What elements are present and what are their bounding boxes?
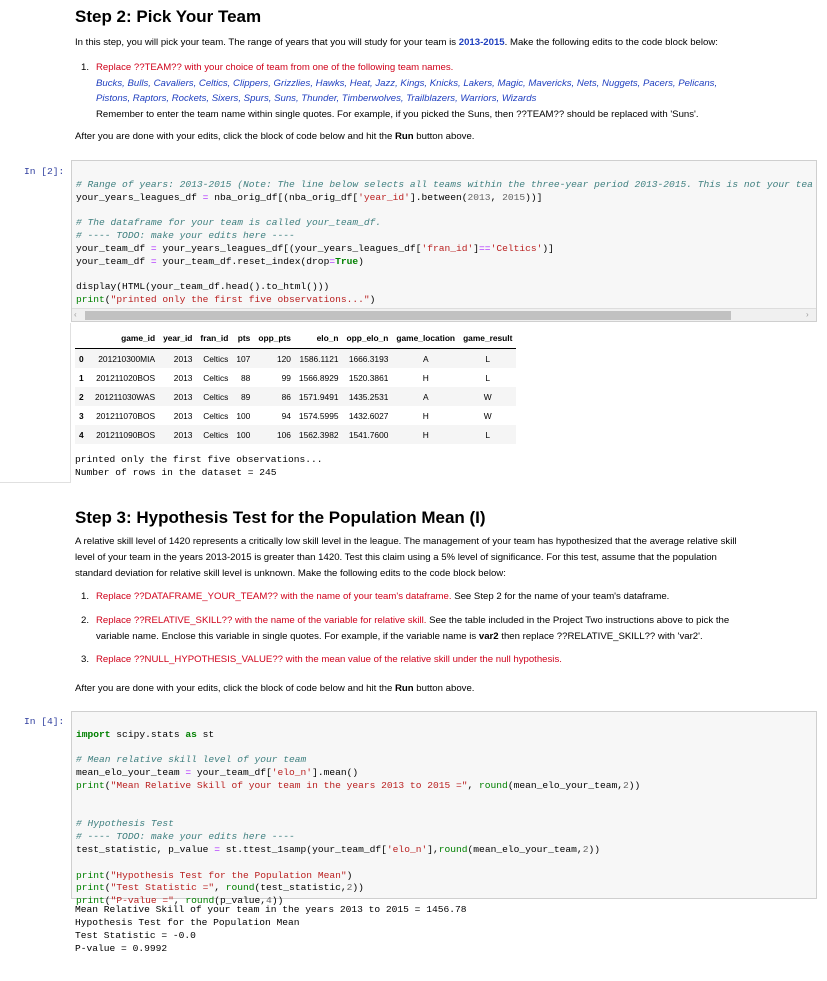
code-token: , xyxy=(467,779,480,791)
code-token: round xyxy=(438,843,468,855)
code-token: , xyxy=(173,895,186,907)
code-token: ].mean() xyxy=(312,767,359,779)
table-cell: 2013 xyxy=(159,349,196,369)
step2-list xyxy=(81,60,816,122)
item-instruction: Replace ??NULL_HYPOTHESIS_VALUE?? with the mean value of the relative skill under the null hypothesis. xyxy=(96,654,562,665)
team-names-line1: Bucks, Bulls, Cavaliers, Celtics, Clippers, Grizzlies, Hawks, Heat, Jazz, Kings, Knicks, Lakers, Magic, Mavericks, Nets, Nuggets, Pacers, Pelicans, xyxy=(96,77,718,89)
column-header: opp_elo_n xyxy=(343,328,393,349)
code-token: == xyxy=(479,242,491,254)
dataframe-table xyxy=(75,328,516,444)
table-cell: 1435.2531 xyxy=(343,387,393,406)
after-text-end: button above. xyxy=(413,683,475,694)
code-cell-2[interactable] xyxy=(71,160,817,322)
paragraph-line: level of your team in the years 2013-2015 is greater than 1420. Test this claim using a 5% level of significance. For this test, assume that the population xyxy=(75,552,717,563)
table-cell: 1666.3193 xyxy=(343,349,393,369)
table-cell: 120 xyxy=(254,349,295,369)
code-token: )) xyxy=(588,843,600,855)
intro-text-end: . Make the following edits to the code block below: xyxy=(504,37,718,48)
table-cell: H xyxy=(392,425,459,444)
cell-prompt: In [4]: xyxy=(24,716,65,727)
item-text: See Step 2 for the name of your team's dataframe. xyxy=(451,591,670,602)
code-token: "printed only the first five observations..." xyxy=(110,293,370,305)
table-cell: Celtics xyxy=(196,349,232,369)
code-token: ( xyxy=(104,779,111,791)
code-token: 2 xyxy=(346,882,353,894)
code-token: "Hypothesis Test for the Population Mean" xyxy=(110,869,347,881)
code-comment: # Range of years: 2013-2015 (Note: The line below selects all teams within the three-year period 2013-2015. This is not your tea xyxy=(76,178,813,190)
code-token: (mean_elo_your_team, xyxy=(507,779,623,791)
code-token: as xyxy=(185,728,197,740)
code-token: ], xyxy=(427,843,439,855)
code-token: = xyxy=(202,191,209,203)
code-token: 'year_id' xyxy=(358,191,410,203)
output-line: Test Statistic = -0.0 xyxy=(75,930,196,941)
list-number: 2. xyxy=(81,615,90,626)
column-header: game_result xyxy=(459,328,516,349)
code-token: )] xyxy=(542,242,554,254)
table-cell: 2013 xyxy=(159,425,196,444)
code-comment: # The dataframe for your team is called your_team_df. xyxy=(76,217,382,229)
code-token: 'elo_n' xyxy=(386,843,428,855)
paragraph-line: A relative skill level of 1420 represents a critically low skill level in the league. The management of your team has hypothesized that the average relative skill xyxy=(75,536,737,547)
step2-intro xyxy=(75,35,815,51)
column-header: elo_n xyxy=(295,328,343,349)
code-editor[interactable] xyxy=(76,716,640,908)
scroll-right-icon[interactable]: › xyxy=(806,310,809,319)
table-cell: 201211070BOS xyxy=(96,410,156,421)
table-cell: Celtics xyxy=(203,410,229,421)
column-header xyxy=(75,328,91,349)
code-token: 'elo_n' xyxy=(271,767,313,779)
item-instruction: Replace ??DATAFRAME_YOUR_TEAM?? with the name of your team's dataframe. xyxy=(96,591,452,602)
code-comment: # ---- TODO: make your edits here ---- xyxy=(76,229,295,241)
table-cell: 201211020BOS xyxy=(96,372,156,383)
list-item xyxy=(81,589,816,613)
code-token: 2 xyxy=(622,779,629,791)
code-token: ) xyxy=(358,255,364,267)
code-token: your_team_df.reset_index(drop xyxy=(156,255,330,267)
code-token: print xyxy=(76,293,105,305)
code-comment: # ---- TODO: make your edits here ---- xyxy=(76,831,295,843)
table-cell: 2013 xyxy=(173,410,193,421)
table-cell: 2013 xyxy=(173,372,193,383)
code-token: 4 xyxy=(266,895,272,907)
table-cell: 1541.7600 xyxy=(343,425,393,444)
code-token: your_team_df xyxy=(76,242,151,254)
table-cell: W xyxy=(483,410,492,421)
code-token: your_team_df xyxy=(76,255,151,267)
code-token: 2 xyxy=(582,843,589,855)
table-cell: 100 xyxy=(232,425,254,444)
code-token: your_years_leagues_df[(your_years_leagues_df[ xyxy=(156,242,422,254)
code-token: "Mean Relative Skill of your team in the years 2013 to 2015 =" xyxy=(110,779,468,791)
code-token: ].between( xyxy=(409,191,468,203)
output-line: Hypothesis Test for the Population Mean xyxy=(75,917,300,928)
table-cell: 1574.5995 xyxy=(298,410,339,421)
code-comment: # Mean relative skill level of your team xyxy=(76,754,307,766)
table-cell: 1562.3982 xyxy=(295,425,343,444)
table-cell: H xyxy=(422,410,429,421)
step3-paragraph xyxy=(75,534,820,582)
table-cell: A xyxy=(392,387,459,406)
intro-years: 2013-2015 xyxy=(458,37,505,48)
after-text: After you are done with your edits, click the block of code below and hit the xyxy=(75,131,395,142)
table-cell: 94 xyxy=(281,410,291,421)
code-token: = xyxy=(185,767,192,779)
table-cell: H xyxy=(422,372,429,383)
code-token: (p_value, xyxy=(214,895,267,907)
column-header: opp_pts xyxy=(254,328,295,349)
code-token: "P-value =" xyxy=(110,895,174,907)
item1-instruction: Replace ??TEAM?? with your choice of team from one of the following team names. xyxy=(96,62,454,73)
code-token: )) xyxy=(352,882,364,894)
run-word: Run xyxy=(394,683,414,694)
table-cell: 1586.1121 xyxy=(295,349,343,369)
item-instruction: Replace ??RELATIVE_SKILL?? with the name of the variable for relative skill. xyxy=(96,615,427,626)
code-token: = xyxy=(150,255,157,267)
after-text-end: button above. xyxy=(413,131,475,142)
horizontal-scrollbar[interactable] xyxy=(72,308,816,322)
code-token: round xyxy=(479,779,508,791)
code-token: round xyxy=(185,895,215,907)
code-token: = xyxy=(214,843,220,855)
team-names-line2: Pistons, Raptors, Rockets, Sixers, Spurs, Suns, Thunder, Timberwolves, Trailblazers, Warriors, Wizards xyxy=(96,93,537,104)
step3-list xyxy=(81,589,816,668)
table-cell: 106 xyxy=(254,425,295,444)
reminder-text: Remember to enter the team name within single quotes. For example, if you picked the Suns, then ??TEAM?? should be replaced with 'Suns'. xyxy=(96,108,699,120)
list-number: 1. xyxy=(81,62,90,73)
code-token: , xyxy=(490,191,503,203)
step3-after xyxy=(75,681,474,697)
table-row xyxy=(75,406,516,425)
table-cell: 88 xyxy=(241,372,251,383)
code-token: nba_orig_df[(nba_orig_df[ xyxy=(208,191,359,203)
row-index: 0 xyxy=(75,349,91,369)
table-cell: 201211030WAS xyxy=(91,387,159,406)
after-text: After you are done with your edits, click the block of code below and hit the xyxy=(75,683,395,694)
item-bold: var2 xyxy=(478,630,499,642)
output-line: P-value = 0.9992 xyxy=(75,943,168,954)
code-token: (test_statistic, xyxy=(254,882,347,894)
code-token: ) xyxy=(346,869,353,881)
intro-text: In this step, you will pick your team. The range of years that you will study for your team is xyxy=(75,37,459,48)
item-text: See the table included in the Project Two instructions above to pick the xyxy=(426,615,730,626)
output-line: Number of rows in the dataset = 245 xyxy=(75,467,277,478)
table-cell: 100 xyxy=(236,410,251,421)
table-cell: L xyxy=(459,349,516,369)
table-cell: Celtics xyxy=(196,425,232,444)
code-comment: # Hypothesis Test xyxy=(76,818,174,830)
code-token: test_statistic, p_value xyxy=(76,843,215,855)
table-row xyxy=(75,368,516,387)
list-number: 1. xyxy=(81,591,90,602)
code-token: mean_elo_your_team xyxy=(76,767,186,779)
code-token: ))] xyxy=(525,191,543,203)
table-cell: 86 xyxy=(254,387,295,406)
table-cell: 1432.6027 xyxy=(348,410,389,421)
output-line: printed only the first five observations... xyxy=(75,454,323,465)
code-token: print xyxy=(76,895,105,907)
code-token: ( xyxy=(104,869,111,881)
table-cell: 107 xyxy=(232,349,254,369)
code-token: )) xyxy=(628,779,641,791)
table-row xyxy=(75,387,516,406)
row-index: 1 xyxy=(79,372,84,383)
code-token: 'Celtics' xyxy=(490,242,543,254)
row-index: 2 xyxy=(75,387,91,406)
code-token: print xyxy=(76,869,105,881)
code-token: , xyxy=(214,882,226,894)
code-token: display(HTML(your_team_df.head().to_html())) xyxy=(76,281,330,293)
item-text: variable name. Enclose this variable in single quotes. For example, if the variable name is xyxy=(96,630,479,642)
list-item xyxy=(81,613,816,652)
code-token: "Test Statistic =" xyxy=(110,882,215,894)
code-token: 2013 xyxy=(467,191,491,203)
list-item xyxy=(81,652,816,668)
scrollbar-thumb[interactable] xyxy=(85,311,731,320)
table-cell: L xyxy=(485,372,491,383)
table-header-row xyxy=(75,328,516,349)
cell-prompt: In [2]: xyxy=(24,166,65,177)
step3-heading: Step 3: Hypothesis Test for the Population Mean (I) xyxy=(75,508,486,527)
row-index: 4 xyxy=(75,425,91,444)
table-cell: 2013 xyxy=(159,387,196,406)
table-row xyxy=(75,425,516,444)
code-token: your_team_df[ xyxy=(191,767,272,779)
column-header: year_id xyxy=(159,328,196,349)
item-text: then replace ??RELATIVE_SKILL?? with 'var2'. xyxy=(498,630,703,642)
code-token: your_years_leagues_df xyxy=(76,191,203,203)
run-word: Run xyxy=(394,131,414,142)
code-token: scipy.stats xyxy=(110,728,186,740)
table-cell: L xyxy=(459,425,516,444)
code-token: )) xyxy=(271,895,284,907)
column-header: game_location xyxy=(392,328,459,349)
table-cell: 1571.9491 xyxy=(295,387,343,406)
list-number: 3. xyxy=(81,654,90,665)
code-token: (mean_elo_your_team, xyxy=(467,843,583,855)
step2-after xyxy=(75,129,474,145)
code-token: 2015 xyxy=(502,191,526,203)
column-header: pts xyxy=(232,328,254,349)
table-cell: 89 xyxy=(232,387,254,406)
table-row xyxy=(75,349,516,369)
cell2-stdout xyxy=(75,453,323,479)
list-item xyxy=(81,60,816,122)
code-token: = xyxy=(150,242,157,254)
column-header: game_id xyxy=(91,328,159,349)
table-cell: Celtics xyxy=(203,372,229,383)
dataframe-output xyxy=(75,328,516,444)
table-cell: A xyxy=(392,349,459,369)
code-token: = xyxy=(329,255,336,267)
code-token: ) xyxy=(369,293,376,305)
code-token: print xyxy=(76,779,105,791)
code-token: ( xyxy=(104,882,111,894)
output-line: Mean Relative Skill of your team in the years 2013 to 2015 = 1456.78 xyxy=(75,904,467,915)
code-token: 'fran_id' xyxy=(421,242,474,254)
table-cell: 1566.8929 xyxy=(298,372,339,383)
code-token: import xyxy=(76,728,111,740)
table-cell: Celtics xyxy=(196,387,232,406)
cell4-stdout xyxy=(75,903,467,955)
code-token: ( xyxy=(104,895,111,907)
table-cell: 1520.3861 xyxy=(348,372,389,383)
table-cell: W xyxy=(459,387,516,406)
column-header: fran_id xyxy=(196,328,232,349)
code-token: ( xyxy=(104,293,111,305)
paragraph-line: standard deviation for relative skill level is unknown. Make the following edits to the code block below: xyxy=(75,568,506,579)
step2-heading: Step 2: Pick Your Team xyxy=(75,7,262,26)
output-gutter xyxy=(0,323,71,483)
code-editor[interactable] xyxy=(76,166,813,320)
code-token: True xyxy=(335,255,359,267)
code-token: st xyxy=(196,728,215,740)
code-token: st.ttest_1samp(your_team_df[ xyxy=(219,843,387,855)
table-cell: 201210300MIA xyxy=(91,349,159,369)
code-token: ] xyxy=(473,242,480,254)
scroll-left-icon[interactable]: ‹ xyxy=(74,310,77,319)
code-token: round xyxy=(225,882,255,894)
row-index: 3 xyxy=(79,410,84,421)
table-cell: 99 xyxy=(281,372,291,383)
code-cell-4[interactable] xyxy=(71,711,817,907)
table-cell: 201211090BOS xyxy=(91,425,159,444)
code-token: print xyxy=(76,882,105,894)
